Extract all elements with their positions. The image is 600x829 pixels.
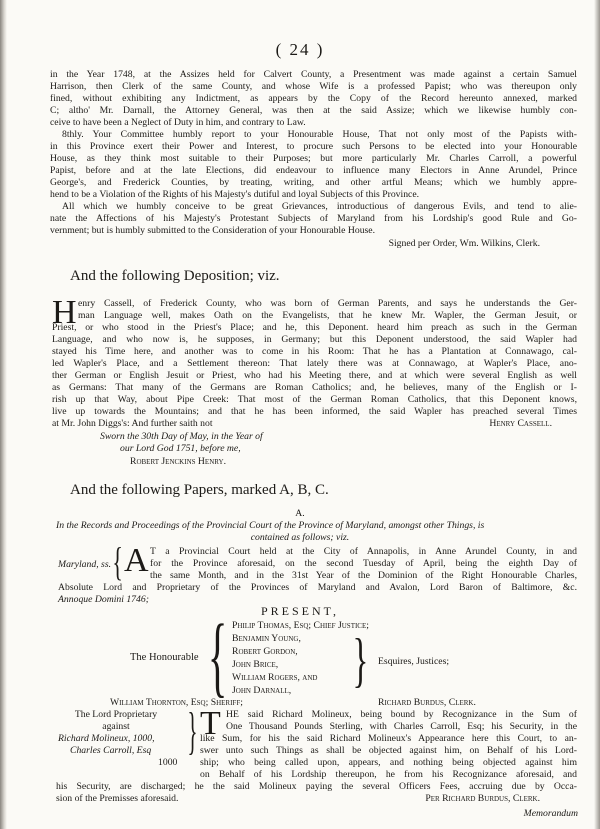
text-line: Harrison, then Clerk of the same County, and whose Wife is a professed Papist; who was thereupon only — [50, 81, 577, 92]
text-line: HE said Richard Molineux, being bound by Recognizance in the Sum of — [226, 709, 577, 720]
paper-letter: A. — [295, 508, 305, 519]
maryland-label: Maryland, ss. — [58, 559, 112, 570]
records-title: contained as follows; viz. — [250, 532, 350, 543]
brace-symbol: { — [112, 539, 123, 584]
justice-name: Robert Gordon, — [232, 646, 298, 657]
drop-cap: A — [124, 542, 149, 579]
text-line: his Security, are discharged; he the said Molineux paying the several Officers Fees, accruing due by Occa- — [56, 781, 577, 792]
text-line: the same Month, and in the 31st Year of the Dominion of the Right Honourable Charles, — [150, 570, 577, 581]
text-line: like Sum, for his the said Richard Molineux's Appearance here this Court, to an- — [200, 733, 577, 744]
deposition-heading: And the following Deposition; viz. — [70, 268, 280, 284]
sworn-line: our Lord God 1751, before me, — [120, 443, 241, 454]
case-caption: Richard Molineux, 1000, — [58, 733, 155, 744]
sworn-line: Sworn the 30th Day of May, in the Year of — [100, 431, 263, 442]
text-line: sion of the Premisses aforesaid. — [56, 793, 179, 804]
records-title: In the Records and Proceedings of the Provincial Court of the Province of Maryland, amongst other Things, is — [56, 520, 485, 531]
deponent-name: Henry Cassell. — [489, 418, 552, 429]
justice-name: Benjamin Young, — [232, 633, 301, 644]
brace-symbol: { — [207, 607, 228, 706]
text-line: Priest, or who stood in the Priest's Place; and he, this Deponent. heard him preach as such in the German — [52, 322, 577, 333]
text-line: fined, without exhibiting any Indictment, as appears by the Copy of the Record hereunto annexed, marked — [50, 93, 577, 104]
text-line: nate the Affections of his Majesty's Protestant Subjects of Maryland from his Lordship's good Rule and Go- — [50, 213, 577, 224]
signature: Signed per Order, Wm. Wilkins, Clerk. — [388, 238, 540, 249]
text-line: ther German or English Jesuit or Priest, who had his Meeting there, and at which were several English as well — [52, 370, 577, 381]
present-label: PRESENT, — [260, 604, 340, 618]
text-line: for the Province aforesaid, on the second Tuesday of April, being the eighth Day of — [150, 558, 577, 569]
case-signature: Per Richard Burdus, Clerk. — [425, 793, 540, 804]
text-line: All which we humbly conceive to be great Grievances, introductious of dangerous Evils, and tend to alie- — [62, 201, 577, 212]
text-line: as Germans: That many of the Germans are Roman Catholics; and, he believes, many of the English or I- — [52, 382, 577, 393]
text-line: at Mr. John Diggs's: And further saith not — [52, 418, 213, 429]
page-edge-left — [0, 0, 7, 829]
text-line: Absolute Lord and Proprietary of the Provinces of Maryland and Avalon, Lord Baron of Baltimore, &c. — [58, 582, 577, 593]
text-line: C; altho' Mr. Darnall, the Attorney General, was then at the said Assize; which we likewise humbly con- — [50, 105, 577, 116]
text-line: ship; who being called upon, appears, and nothing being objected against him — [200, 757, 577, 768]
case-caption: against — [102, 721, 130, 732]
text-line: vernment; but is humbly submitted to the Consideration of your Honourable House. — [50, 225, 376, 236]
text-line: One Thousand Pounds Sterling, with Charles Carroll, Esq; his Security, in the — [226, 721, 577, 732]
text-line: stayed his Time here, and another was to come in his Room: That he has a Plantation at Connawago, cal- — [52, 346, 577, 357]
brace-symbol: } — [352, 627, 369, 693]
text-line: hend to be a Violation of the Rights of his Majesty's dutiful and loyal Subjects of this Province. — [50, 189, 420, 200]
text-line: House, as they think most suitable to their Purposes; but more particularly Mr. Charles Carroll, a powerful — [50, 153, 577, 164]
text-line: T a Provincial Court held at the City of Annapolis, in Anne Arundel County, in and — [150, 546, 577, 557]
text-line: Language, and who now is, he supposes, in Germany; but this Deponent understood, the said Wapler had — [52, 334, 577, 345]
justice-name: Philip Thomas, Esq; Chief Justice; — [232, 620, 369, 631]
text-line: George's, and Frederick Counties, by treating, writing, and other artful Means; which we humbly appre- — [50, 177, 577, 188]
text-line: ceive to have been a Neglect of Duty in him, and contrary to Law. — [50, 117, 306, 128]
case-caption: 1000 — [158, 757, 178, 768]
brace-symbol: } — [187, 703, 198, 760]
drop-cap: H — [52, 294, 77, 331]
text-line: in the Year 1748, at the Assizes held for Calvert County, a Presentment was made against a certain Samuel — [50, 69, 577, 80]
justices-suffix: Esquires, Justices; — [378, 656, 450, 667]
text-line: 8thly. Your Committee humbly report to your Honourable House, That not only most of the Papists with- — [62, 129, 577, 140]
text-line: led Wapler's Place, and a Settlement thereon: That lately there was at Connawago, at Wapler's Place, ano- — [52, 358, 577, 369]
text-line: Papist, before and at the late Elections, did endeavour to influence many Electors in Anne Arundel, Prince — [50, 165, 577, 176]
text-line: rish up that Way, about Pipe Creek: That most of the German Roman Catholics, that this Deponent knows, — [52, 394, 577, 405]
text-line: enry Cassell, of Frederick County, who was born of German Parents, and says he understands the Ger- — [78, 298, 577, 309]
case-caption: Charles Carroll, Esq — [70, 745, 152, 756]
sheriff-line: William Thornton, Esq; Sheriff; — [110, 697, 243, 708]
page-edge-right — [594, 0, 600, 829]
catchword: Memorandum — [523, 808, 578, 819]
justice-name: John Darnall, — [232, 685, 292, 696]
text-line: swer unto such Things as shall be objected against him, on Behalf of his Lord- — [200, 745, 577, 756]
papers-heading: And the following Papers, marked A, B, C. — [70, 482, 329, 498]
page-number: ( 24 ) — [275, 40, 325, 59]
clerk-line: Richard Burdus, Clerk. — [378, 697, 476, 708]
drop-cap: T — [200, 705, 221, 742]
sworn-witness: Robert Jenckins Henry. — [130, 456, 227, 467]
text-line: on Behalf of his Lordship thereupon, he from his Recognizance aforesaid, and — [200, 769, 577, 780]
text-line: Annoque Domini 1746; — [58, 594, 149, 605]
case-caption: The Lord Proprietary — [74, 709, 158, 720]
text-line: man Language well, makes Oath on the Evangelists, that he knew Mr. Wapler, the German Jesuit, or — [78, 310, 577, 321]
text-line: live up towards the Mountains; and that he has been informed, the said Wapler has preached several Times — [52, 406, 577, 417]
justice-name: William Rogers, and — [232, 672, 318, 683]
justice-name: John Brice, — [232, 659, 279, 670]
text-line: in this Province exert their Power and Interest, to procure such Persons to be elected into your Honourable — [50, 141, 577, 152]
honourable-label: The Honourable — [130, 652, 199, 663]
